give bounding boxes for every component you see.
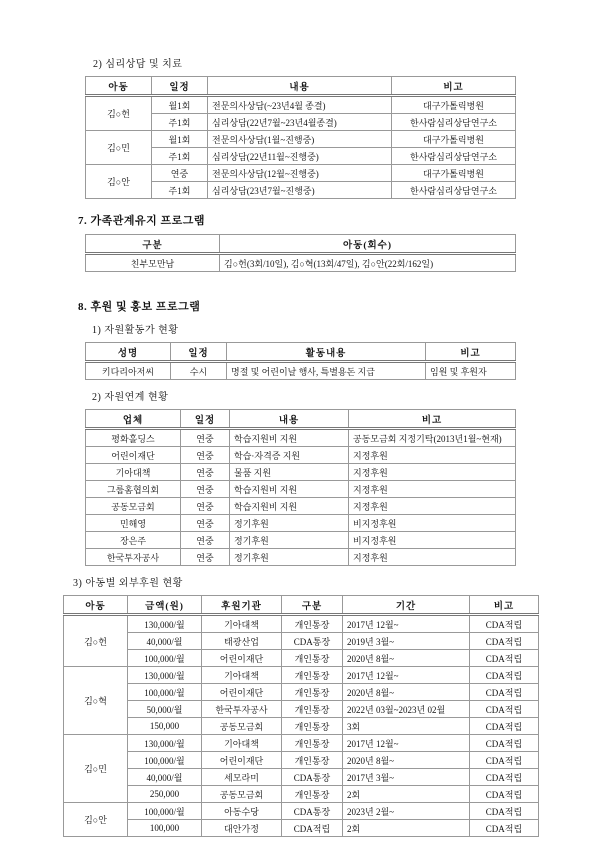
cell: CDA적립 bbox=[470, 786, 539, 803]
table-row bbox=[86, 549, 516, 566]
header-cell-content: 내용 bbox=[230, 410, 349, 429]
cell: 지정후원 bbox=[349, 464, 516, 481]
cell: 공동모금회 bbox=[86, 498, 181, 515]
cell: 연중 bbox=[152, 165, 208, 182]
cell: CDA적립 bbox=[470, 667, 539, 684]
table-row bbox=[64, 701, 539, 718]
cell: CDA적립 bbox=[470, 752, 539, 769]
cell: 김○헌(3회/10일), 김○혁(13회/47일), 김○안(22회/162일) bbox=[220, 254, 516, 272]
table-row bbox=[86, 96, 516, 114]
cell: 기아대책 bbox=[202, 735, 282, 752]
family-section-title: 7. 가족관계유지 프로그램 bbox=[78, 215, 206, 227]
resource-table bbox=[85, 409, 516, 566]
header-cell-schedule: 일정 bbox=[152, 77, 208, 96]
cell: 정기후원 bbox=[230, 532, 349, 549]
cell: 연중 bbox=[181, 515, 230, 532]
cell: CDA적립 bbox=[470, 633, 539, 650]
header-cell-type: 구분 bbox=[282, 596, 343, 615]
cell: 학습·자격증 지원 bbox=[230, 447, 349, 464]
cell: 기아대책 bbox=[202, 615, 282, 633]
cell: 2023년 2월~ bbox=[343, 803, 470, 820]
cell: 연중 bbox=[181, 549, 230, 566]
cell: 기아대책 bbox=[202, 667, 282, 684]
child-name-cell: 김○헌 bbox=[64, 615, 128, 667]
table-row bbox=[64, 786, 539, 803]
header-cell-period: 기간 bbox=[343, 596, 470, 615]
cell: 장은주 bbox=[86, 532, 181, 549]
table-row bbox=[64, 735, 539, 752]
cell: CDA적립 bbox=[470, 615, 539, 633]
table-row bbox=[64, 752, 539, 769]
cell: 40,000/월 bbox=[128, 633, 202, 650]
cell: 대구가톨릭병원 bbox=[392, 131, 516, 148]
cell: 2017년 12월~ bbox=[343, 667, 470, 684]
header-cell-content: 내용 bbox=[208, 77, 392, 96]
table-row bbox=[86, 429, 516, 447]
cell: 개인통장 bbox=[282, 684, 343, 701]
cell: 2020년 8월~ bbox=[343, 752, 470, 769]
cell: CDA적립 bbox=[470, 684, 539, 701]
cell: 2017년 3월~ bbox=[343, 769, 470, 786]
cell: 전문의사상담(12월~진행중) bbox=[208, 165, 392, 182]
psych-section-title: 2) 심리상담 및 치료 bbox=[93, 59, 183, 70]
table-row bbox=[64, 615, 539, 633]
cell: 50,000/월 bbox=[128, 701, 202, 718]
cell: 심리상담(22년7월~23년4월종결) bbox=[208, 114, 392, 131]
cell: 공동모금회 bbox=[202, 786, 282, 803]
cell: 심리상담(23년7월~진행중) bbox=[208, 182, 392, 199]
table-row bbox=[86, 165, 516, 182]
cell: 심리상담(22년11월~진행중) bbox=[208, 148, 392, 165]
family-table bbox=[85, 234, 516, 272]
cell: 130,000/월 bbox=[128, 615, 202, 633]
cell: 100,000/월 bbox=[128, 684, 202, 701]
cell: 2017년 12월~ bbox=[343, 735, 470, 752]
table-row bbox=[86, 481, 516, 498]
header-cell-children: 아동(회수) bbox=[220, 235, 516, 254]
cell: CDA적립 bbox=[282, 820, 343, 837]
table-row bbox=[86, 464, 516, 481]
cell: 개인통장 bbox=[282, 650, 343, 667]
cell: 친부모만남 bbox=[86, 254, 220, 272]
cell: 2회 bbox=[343, 786, 470, 803]
cell: 연중 bbox=[181, 481, 230, 498]
cell: 개인통장 bbox=[282, 615, 343, 633]
header-cell-sponsor: 후원기관 bbox=[202, 596, 282, 615]
cell: 정기후원 bbox=[230, 549, 349, 566]
table-row bbox=[86, 498, 516, 515]
cell: 월1회 bbox=[152, 96, 208, 114]
cell: CDA적립 bbox=[470, 650, 539, 667]
table-row bbox=[64, 684, 539, 701]
table-row bbox=[86, 362, 516, 380]
cell: 대구가톨릭병원 bbox=[392, 165, 516, 182]
header-cell-name: 성명 bbox=[86, 343, 171, 362]
cell: 2019년 3월~ bbox=[343, 633, 470, 650]
cell: 한사람심리상담연구소 bbox=[392, 148, 516, 165]
cell: 2022년 03월~2023년 02월 bbox=[343, 701, 470, 718]
cell: 학습지원비 지원 bbox=[230, 481, 349, 498]
table-row bbox=[86, 515, 516, 532]
table-row bbox=[64, 820, 539, 837]
table-header-row bbox=[86, 77, 516, 96]
cell: 학습지원비 지원 bbox=[230, 498, 349, 515]
cell: 지정후원 bbox=[349, 481, 516, 498]
cell: 주1회 bbox=[152, 182, 208, 199]
header-cell-note: 비고 bbox=[392, 77, 516, 96]
cell: 주1회 bbox=[152, 114, 208, 131]
cell: 어린이재단 bbox=[86, 447, 181, 464]
cell: 지정후원 bbox=[349, 498, 516, 515]
header-cell-note: 비고 bbox=[470, 596, 539, 615]
cell: 2017년 12월~ bbox=[343, 615, 470, 633]
table-row bbox=[64, 769, 539, 786]
cell: 개인통장 bbox=[282, 752, 343, 769]
cell: 임원 및 후원자 bbox=[426, 362, 516, 380]
header-cell-note: 비고 bbox=[426, 343, 516, 362]
cell: 개인통장 bbox=[282, 701, 343, 718]
cell: 어린이재단 bbox=[202, 684, 282, 701]
cell: CDA통장 bbox=[282, 633, 343, 650]
cell: 100,000/월 bbox=[128, 803, 202, 820]
cell: 한사람심리상담연구소 bbox=[392, 182, 516, 199]
cell: 비지정후원 bbox=[349, 515, 516, 532]
cell: 물품 지원 bbox=[230, 464, 349, 481]
child-name-cell: 김○헌 bbox=[86, 96, 152, 131]
cell: 개인통장 bbox=[282, 735, 343, 752]
volunteer-sub-title: 1) 자원활동가 현황 bbox=[92, 325, 179, 336]
header-cell-amount: 금액(원) bbox=[128, 596, 202, 615]
header-cell-schedule: 일정 bbox=[181, 410, 230, 429]
cell: 공동모금회 지정기탁(2013년1월~현재) bbox=[349, 429, 516, 447]
cell: 지정후원 bbox=[349, 549, 516, 566]
header-cell-schedule: 일정 bbox=[171, 343, 227, 362]
cell: CDA적립 bbox=[470, 769, 539, 786]
cell: 어린이재단 bbox=[202, 650, 282, 667]
cell: 연중 bbox=[181, 464, 230, 481]
cell: 평화홀딩스 bbox=[86, 429, 181, 447]
cell: 250,000 bbox=[128, 786, 202, 803]
cell: 연중 bbox=[181, 498, 230, 515]
cell: 한국투자공사 bbox=[86, 549, 181, 566]
child-name-cell: 김○안 bbox=[64, 803, 128, 837]
cell: 비지정후원 bbox=[349, 532, 516, 549]
table-header-row bbox=[64, 596, 539, 615]
cell: 2020년 8월~ bbox=[343, 650, 470, 667]
table-row bbox=[64, 718, 539, 735]
child-name-cell: 김○혁 bbox=[64, 667, 128, 735]
cell: 아동수당 bbox=[202, 803, 282, 820]
cell: 130,000/월 bbox=[128, 735, 202, 752]
cell: 키다리아저씨 bbox=[86, 362, 171, 380]
table-header-row bbox=[86, 343, 516, 362]
header-cell-activity: 활동내용 bbox=[227, 343, 426, 362]
cell: 100,000/월 bbox=[128, 650, 202, 667]
cell: CDA적립 bbox=[470, 803, 539, 820]
cell: 월1회 bbox=[152, 131, 208, 148]
cell: 100,000/월 bbox=[128, 752, 202, 769]
table-row bbox=[64, 650, 539, 667]
cell: 수시 bbox=[171, 362, 227, 380]
cell: CDA적립 bbox=[470, 701, 539, 718]
cell: 민해영 bbox=[86, 515, 181, 532]
cell: 태광산업 bbox=[202, 633, 282, 650]
cell: 명절 및 어린이날 행사, 특별용돈 지급 bbox=[227, 362, 426, 380]
cell: 150,000 bbox=[128, 718, 202, 735]
header-cell-org: 업체 bbox=[86, 410, 181, 429]
support-section-title: 8. 후원 및 홍보 프로그램 bbox=[78, 301, 201, 313]
cell: 정기후원 bbox=[230, 515, 349, 532]
table-row bbox=[64, 803, 539, 820]
cell: CDA적립 bbox=[470, 718, 539, 735]
cell: 어린이재단 bbox=[202, 752, 282, 769]
cell: 2020년 8월~ bbox=[343, 684, 470, 701]
header-cell-child: 아동 bbox=[64, 596, 128, 615]
table-header-row bbox=[86, 410, 516, 429]
cell: 한국투자공사 bbox=[202, 701, 282, 718]
cell: 40,000/월 bbox=[128, 769, 202, 786]
table-row bbox=[86, 254, 516, 272]
resource-sub-title: 2) 자원연계 현황 bbox=[92, 392, 169, 403]
header-cell-note: 비고 bbox=[349, 410, 516, 429]
header-cell-child: 아동 bbox=[86, 77, 152, 96]
cell: 학습지원비 지원 bbox=[230, 429, 349, 447]
child-name-cell: 김○안 bbox=[86, 165, 152, 199]
cell: 전문의사상담(~23년4월 종결) bbox=[208, 96, 392, 114]
cell: CDA적립 bbox=[470, 820, 539, 837]
cell: 개인통장 bbox=[282, 667, 343, 684]
table-row bbox=[86, 532, 516, 549]
cell: 3회 bbox=[343, 718, 470, 735]
cell: 개인통장 bbox=[282, 718, 343, 735]
cell: 전문의사상담(1월~진행중) bbox=[208, 131, 392, 148]
table-header-row bbox=[86, 235, 516, 254]
table-row bbox=[64, 667, 539, 684]
table-row bbox=[86, 447, 516, 464]
cell: 주1회 bbox=[152, 148, 208, 165]
table-row bbox=[64, 633, 539, 650]
child-name-cell: 김○민 bbox=[86, 131, 152, 165]
cell: 그룹홈협의회 bbox=[86, 481, 181, 498]
cell: 대구가톨릭병원 bbox=[392, 96, 516, 114]
cell: 세모라미 bbox=[202, 769, 282, 786]
cell: 지정후원 bbox=[349, 447, 516, 464]
cell: CDA통장 bbox=[282, 769, 343, 786]
external-sub-title: 3) 아동별 외부후원 현황 bbox=[73, 578, 183, 589]
cell: 100,000 bbox=[128, 820, 202, 837]
volunteer-table bbox=[85, 342, 516, 380]
cell: CDA적립 bbox=[470, 735, 539, 752]
cell: 대안가정 bbox=[202, 820, 282, 837]
cell: 130,000/월 bbox=[128, 667, 202, 684]
cell: 한사람심리상담연구소 bbox=[392, 114, 516, 131]
cell: 2회 bbox=[343, 820, 470, 837]
external-support-table bbox=[63, 595, 539, 837]
cell: 개인통장 bbox=[282, 786, 343, 803]
cell: CDA통장 bbox=[282, 803, 343, 820]
cell: 연중 bbox=[181, 447, 230, 464]
cell: 연중 bbox=[181, 429, 230, 447]
table-row bbox=[86, 131, 516, 148]
cell: 연중 bbox=[181, 532, 230, 549]
psych-table bbox=[85, 76, 516, 199]
child-name-cell: 김○민 bbox=[64, 735, 128, 803]
cell: 기아대책 bbox=[86, 464, 181, 481]
header-cell-category: 구분 bbox=[86, 235, 220, 254]
cell: 공동모금회 bbox=[202, 718, 282, 735]
